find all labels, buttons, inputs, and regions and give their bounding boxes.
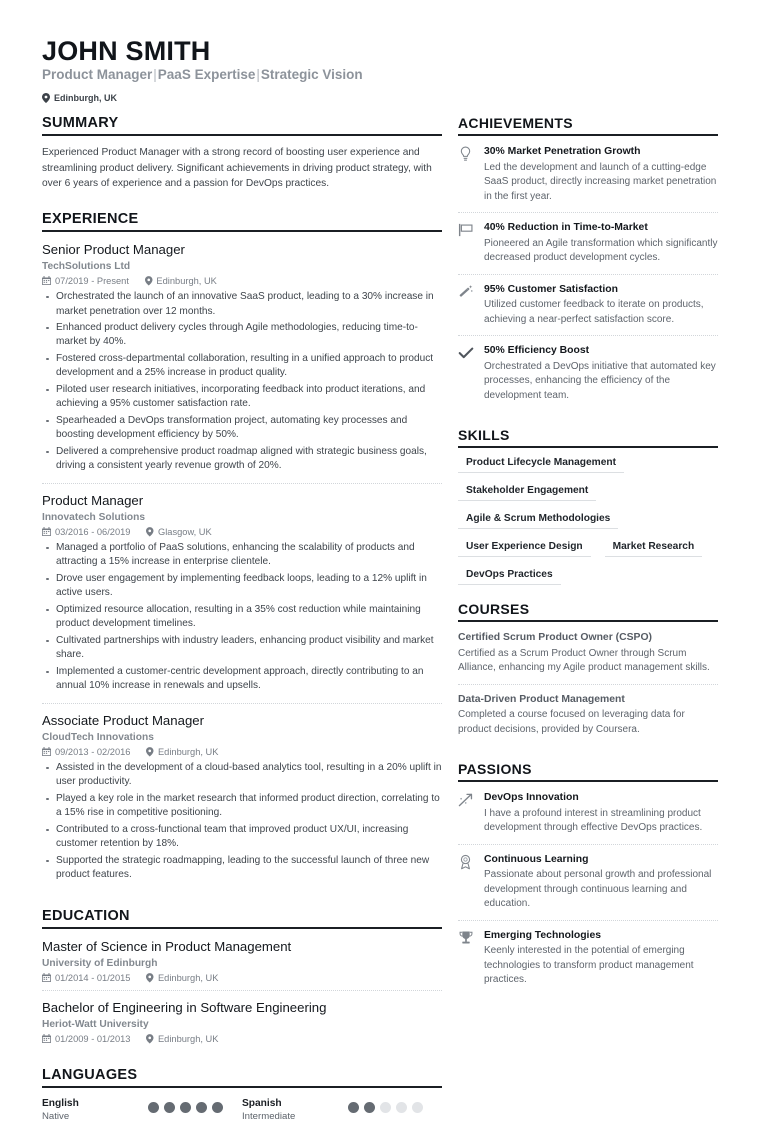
section-education	[42, 908, 442, 1051]
education-dates	[42, 973, 130, 983]
course-item	[458, 631, 718, 684]
passion-description: I have a profound interest in streamlining product development through effective DevOps practices.	[484, 807, 703, 834]
passion-body	[484, 791, 718, 836]
passion-body	[484, 853, 718, 912]
company-name: TechSolutions Ltd	[42, 260, 131, 272]
candidate-headline	[42, 67, 718, 84]
job-location-text: Edinburgh, UK	[157, 746, 219, 757]
experience-entry	[42, 703, 442, 892]
map-pin-icon	[146, 747, 154, 757]
section-skills	[458, 427, 718, 597]
language-item	[242, 1097, 442, 1124]
bullet: Managed a portfolio of PaaS solutions, enhancing the scalability of products and attracting a 15% increase in enterprise clientele.	[42, 541, 442, 570]
achievement-title: 95% Customer Satisfaction	[484, 283, 618, 295]
award-icon	[458, 853, 475, 912]
map-pin-icon	[146, 973, 154, 983]
rating-dot	[180, 1102, 191, 1113]
language-rating	[348, 1097, 423, 1113]
education-entry	[42, 990, 442, 1051]
degree-title: Master of Science in Product Management	[42, 938, 292, 954]
rating-dot	[196, 1102, 207, 1113]
section-summary	[42, 115, 442, 192]
course-item	[458, 684, 718, 746]
bullet: Optimized resource allocation, resulting in a 35% cost reduction while maintaining product development timelines.	[42, 603, 442, 632]
map-pin-icon	[145, 276, 153, 286]
language-name: English	[42, 1097, 79, 1109]
education-meta	[42, 1034, 442, 1044]
achievement-description: Utilized customer feedback to iterate on products, achieving a near-perfect satisfaction score.	[484, 299, 704, 325]
achievement-body	[484, 145, 718, 204]
achievement-body	[484, 283, 718, 328]
company-name: CloudTech Innovations	[42, 731, 154, 743]
skill-tag: Product Lifecycle Management	[458, 457, 624, 473]
passion-item	[458, 920, 718, 996]
courses-heading: COURSES	[458, 601, 718, 622]
language-level: Native	[42, 1111, 70, 1123]
header-location	[42, 93, 718, 103]
lightbulb-icon	[458, 145, 475, 204]
rating-dot	[164, 1102, 175, 1113]
passion-description: Keenly interested in the potential of emerging technologies to transform product management practices.	[484, 945, 694, 986]
course-description: Completed a course focused on leveraging data for product decisions, provided by Coursera.	[458, 709, 685, 735]
header-location-text: Edinburgh, UK	[54, 93, 117, 104]
skill-tag: DevOps Practices	[458, 569, 561, 585]
experience-entry	[42, 241, 442, 483]
rating-dot	[380, 1102, 391, 1113]
bullet: Fostered cross-departmental collaboration, resulting in a unified approach to product development and a 25% increase in product quality.	[42, 352, 442, 381]
education-entry	[42, 938, 442, 990]
company-name: Innovatech Solutions	[42, 511, 146, 523]
school-name: Heriot-Watt University	[42, 1018, 149, 1030]
skill-tag: User Experience Design	[458, 541, 591, 557]
bullet: Orchestrated the launch of an innovative SaaS product, leading to a 30% increase in market penetration over 12 months.	[42, 290, 442, 319]
rating-dot	[212, 1102, 223, 1113]
passion-item	[458, 844, 718, 920]
headline-part-2: PaaS Expertise	[157, 67, 256, 83]
education-location-text: Edinburgh, UK	[157, 1033, 219, 1044]
education-heading: EDUCATION	[42, 908, 442, 929]
skill-tag: Market Research	[605, 541, 703, 557]
skill-tag: Stakeholder Engagement	[458, 485, 596, 501]
achievement-item	[458, 145, 718, 212]
check-icon	[458, 344, 475, 403]
job-bullets	[42, 290, 442, 474]
job-title: Senior Product Manager	[42, 241, 185, 257]
resume-columns	[42, 115, 718, 1128]
job-location-text: Edinburgh, UK	[156, 275, 217, 286]
job-location	[146, 527, 211, 537]
education-location	[146, 973, 218, 983]
experience-entry	[42, 483, 442, 703]
job-bullets	[42, 541, 442, 694]
bullet: Played a key role in the market research that informed product direction, correlating to a 15% rise in competitive positioning.	[42, 792, 442, 821]
skills-heading: SKILLS	[458, 427, 718, 448]
map-pin-icon	[146, 1034, 154, 1044]
calendar-icon	[42, 276, 51, 285]
job-location	[146, 747, 218, 757]
headline-separator: |	[256, 67, 260, 83]
achievement-title: 50% Efficiency Boost	[484, 345, 590, 357]
candidate-name: JOHN SMITH	[42, 36, 211, 66]
school-name: University of Edinburgh	[42, 957, 158, 969]
job-dates-text: 07/2019 - Present	[55, 275, 129, 286]
rating-dot	[412, 1102, 423, 1113]
job-title: Product Manager	[42, 492, 144, 508]
degree-title: Bachelor of Engineering in Software Engineering	[42, 999, 327, 1015]
job-location-text: Glasgow, UK	[157, 526, 212, 537]
course-description: Certified as a Scrum Product Owner through Scrum Alliance, enhancing my Agile product management skills.	[458, 647, 710, 674]
language-item	[42, 1097, 242, 1124]
summary-heading: SUMMARY	[42, 115, 442, 136]
languages-row	[42, 1097, 442, 1124]
job-meta	[42, 747, 442, 757]
trending-up-icon	[458, 791, 475, 836]
education-location	[146, 1034, 218, 1044]
job-bullets	[42, 761, 442, 883]
calendar-icon	[42, 1034, 51, 1043]
passion-title: Emerging Technologies	[484, 929, 602, 941]
job-dates	[42, 747, 130, 757]
language-rating	[148, 1097, 223, 1113]
section-achievements	[458, 115, 718, 411]
map-pin-icon	[42, 93, 50, 103]
bullet: Piloted user research initiatives, incorporating feedback into product iterations, and achieving a 95% customer satisfaction rate.	[42, 383, 442, 412]
rating-dot	[364, 1102, 375, 1113]
headline-separator: |	[153, 67, 157, 83]
calendar-icon	[42, 747, 51, 756]
job-location	[145, 276, 217, 286]
flag-icon	[458, 221, 475, 266]
calendar-icon	[42, 973, 51, 982]
skill-tag: Agile & Scrum Methodologies	[458, 513, 618, 529]
language-labels	[242, 1097, 348, 1124]
job-meta	[42, 527, 442, 537]
languages-heading: LANGUAGES	[42, 1067, 442, 1088]
achievement-description: Led the development and launch of a cutting-edge SaaS product, directly increasing market penetration in the first year.	[484, 161, 717, 202]
education-meta	[42, 973, 442, 983]
bullet: Delivered a comprehensive product roadmap aligned with strategic business goals, driving a consistent yearly revenue growth of 20%.	[42, 445, 442, 474]
achievement-title: 40% Reduction in Time-to-Market	[484, 222, 648, 234]
bullet: Cultivated partnerships with industry leaders, enhancing product visibility and market share.	[42, 634, 442, 663]
language-level: Intermediate	[242, 1111, 296, 1123]
passion-body	[484, 929, 718, 988]
resume-header	[42, 36, 718, 103]
bullet: Assisted in the development of a cloud-based analytics tool, resulting in a 20% uplift in user productivity.	[42, 761, 442, 790]
rating-dot	[148, 1102, 159, 1113]
language-name: Spanish	[242, 1097, 282, 1109]
course-title: Certified Scrum Product Owner (CSPO)	[458, 632, 652, 644]
job-dates	[42, 527, 130, 537]
experience-heading: EXPERIENCE	[42, 211, 442, 232]
language-labels	[42, 1097, 148, 1124]
left-column	[42, 115, 442, 1128]
achievement-item	[458, 212, 718, 274]
education-dates-text: 01/2009 - 01/2013	[55, 1033, 131, 1044]
achievement-body	[484, 221, 718, 266]
headline-part-3: Strategic Vision	[260, 67, 363, 83]
rating-dot	[348, 1102, 359, 1113]
section-experience	[42, 211, 442, 892]
achievement-description: Orchestrated a DevOps initiative that automated key processes, enhancing the efficiency of the development team.	[484, 360, 716, 401]
section-courses	[458, 601, 718, 745]
job-dates	[42, 276, 129, 286]
summary-text: Experienced Product Manager with a strong record of boosting user experience and streamlining product delivery. Significant achievements in driving product strategy, with over 6 years of experience and a passion for DevOps practices.	[42, 147, 432, 190]
magic-wand-icon	[458, 283, 475, 328]
job-dates-text: 09/2013 - 02/2016	[55, 746, 131, 757]
bullet: Enhanced product delivery cycles through Agile methodologies, reducing time-to-market by 40%.	[42, 321, 442, 350]
education-dates	[42, 1034, 130, 1044]
achievement-description: Pioneered an Agile transformation which significantly decreased product development cycles.	[484, 237, 718, 264]
rating-dot	[396, 1102, 407, 1113]
calendar-icon	[42, 527, 51, 536]
achievement-item	[458, 274, 718, 336]
education-dates-text: 01/2014 - 01/2015	[55, 972, 131, 983]
trophy-icon	[458, 929, 475, 988]
achievement-item	[458, 335, 718, 411]
right-column	[458, 115, 718, 1000]
map-pin-icon	[146, 527, 154, 537]
skills-list	[458, 457, 718, 597]
passion-title: Continuous Learning	[484, 853, 589, 865]
course-title: Data-Driven Product Management	[458, 693, 625, 705]
section-passions	[458, 761, 718, 996]
headline-part-1: Product Manager	[42, 67, 153, 83]
section-languages	[42, 1067, 442, 1124]
bullet: Implemented a customer-centric development approach, directly contributing to an annual 10% increase in renewals and upsells.	[42, 665, 442, 694]
education-location-text: Edinburgh, UK	[157, 972, 219, 983]
job-dates-text: 03/2016 - 06/2019	[55, 526, 131, 537]
achievement-body	[484, 344, 718, 403]
passion-item	[458, 791, 718, 844]
job-title: Associate Product Manager	[42, 712, 204, 728]
passions-heading: PASSIONS	[458, 761, 718, 782]
bullet: Drove user engagement by implementing feedback loops, leading to a 12% uplift in active users.	[42, 572, 442, 601]
achievement-title: 30% Market Penetration Growth	[484, 146, 641, 158]
bullet: Supported the strategic roadmapping, leading to the successful launch of three new product features.	[42, 854, 442, 883]
bullet: Contributed to a cross-functional team that improved product UX/UI, increasing customer retention by 18%.	[42, 823, 442, 852]
passion-title: DevOps Innovation	[484, 792, 579, 804]
passion-description: Passionate about personal growth and professional development through continuous learning and education.	[484, 869, 712, 910]
job-meta	[42, 276, 442, 286]
bullet: Spearheaded a DevOps transformation project, automating key processes and boosting development efficiency by 50%.	[42, 414, 442, 443]
achievements-heading: ACHIEVEMENTS	[458, 115, 718, 136]
